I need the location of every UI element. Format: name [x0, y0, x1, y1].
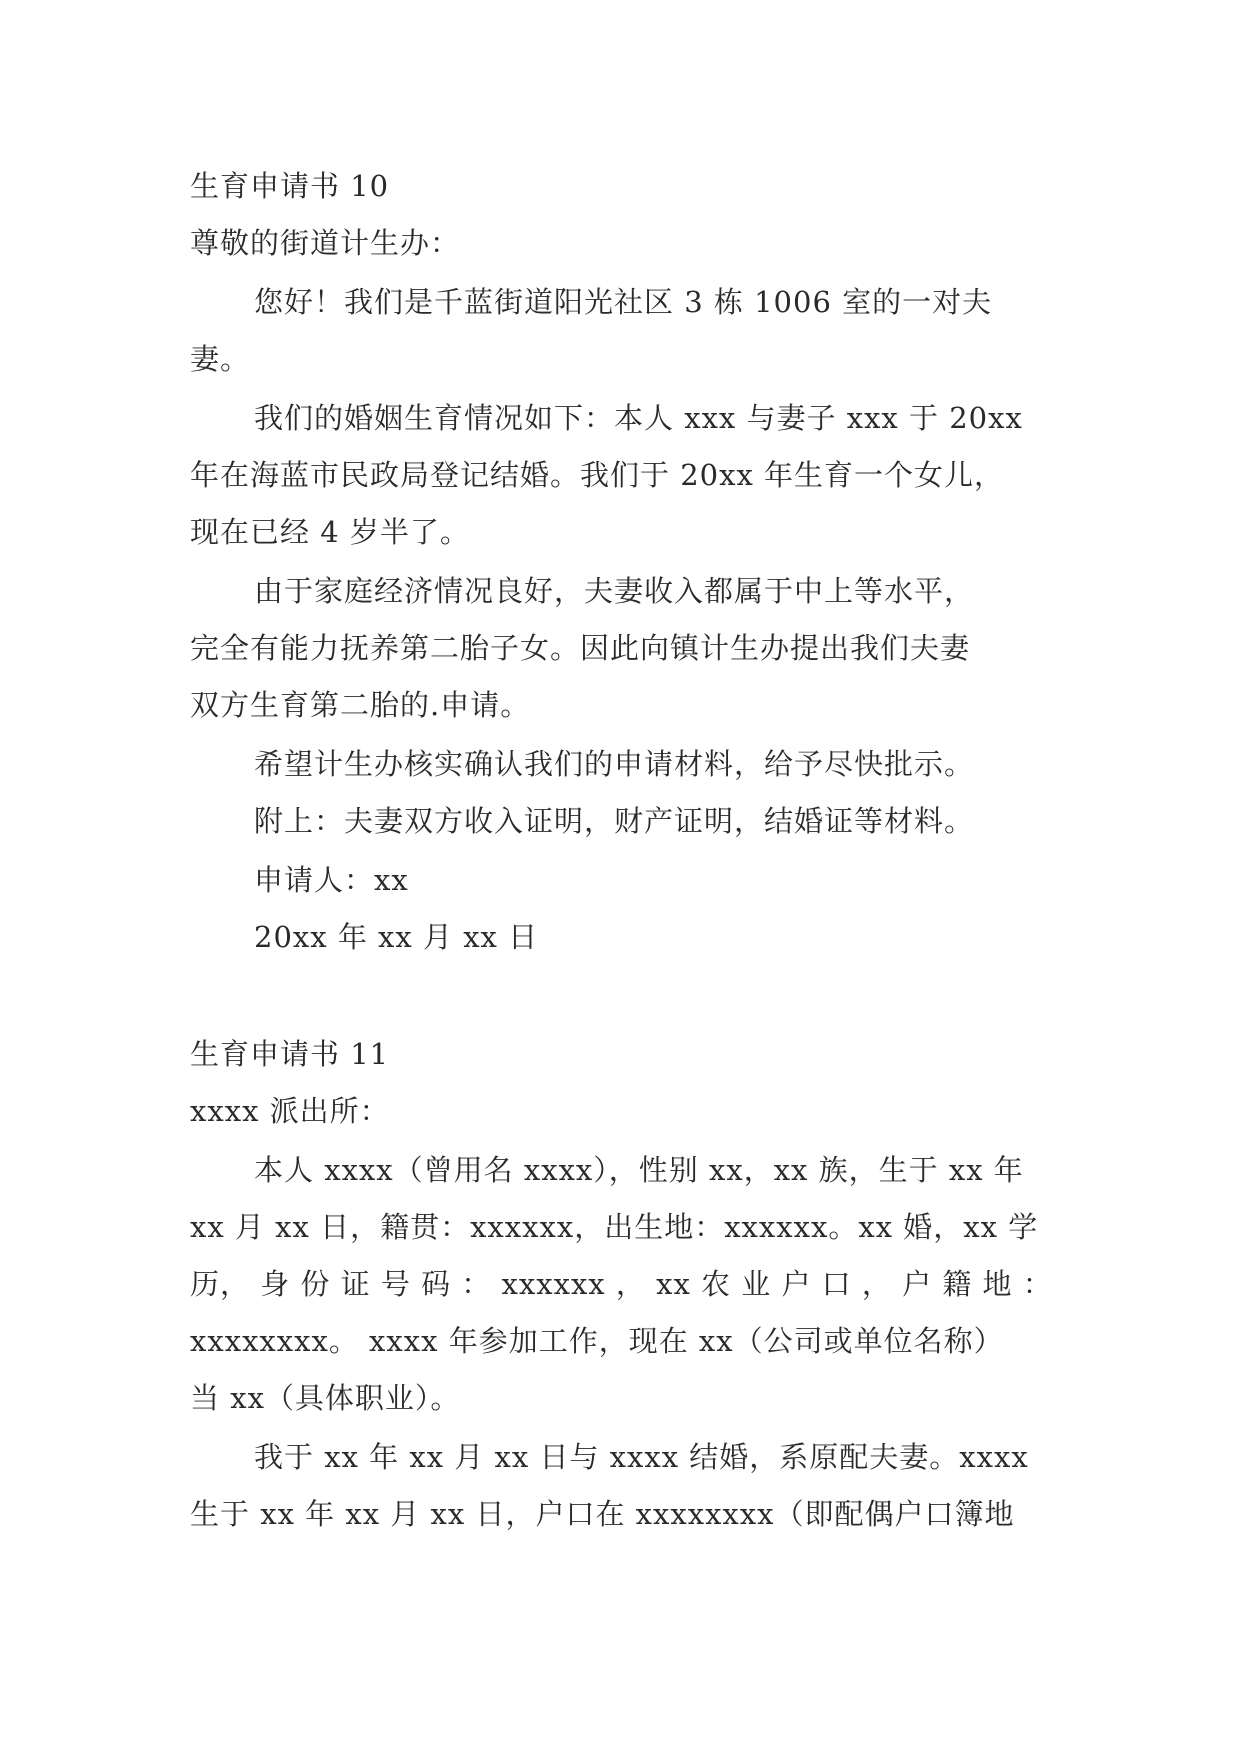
letter1-title: 生育申请书 10 — [190, 169, 390, 203]
letter1-p2-line1: 我们的婚姻生育情况如下：本人 xxx 与妻子 xxx 于 20xx — [254, 401, 1023, 435]
letter2-p1-line2: xx 月 xx 日，籍贯：xxxxxx，出生地：xxxxxx。xx 婚，xx 学 — [190, 1210, 1039, 1244]
letter2-p1-line5: 当 xx（具体职业）。 — [190, 1381, 461, 1415]
letter1-p3-line2: 完全有能力抚养第二胎子女。因此向镇计生办提出我们夫妻 — [190, 631, 971, 665]
letter1-p3-line3: 双方生育第二胎的.申请。 — [190, 688, 531, 722]
letter2-p1-line1: 本人 xxxx（曾用名 xxxx），性别 xx，xx 族，生于 xx 年 — [254, 1153, 1024, 1187]
letter1-p2-line3: 现在已经 4 岁半了。 — [190, 515, 470, 549]
letter1-p3-line1: 由于家庭经济情况良好，夫妻收入都属于中上等水平， — [254, 574, 975, 608]
letter1-p1-line2: 妻。 — [190, 342, 251, 376]
letter2-p2-line1: 我于 xx 年 xx 月 xx 日与 xxxx 结婚，系原配夫妻。xxxx — [254, 1440, 1029, 1474]
letter1-p4: 希望计生办核实确认我们的申请材料，给予尽快批示。 — [254, 747, 975, 781]
letter2-salutation: xxxx 派出所： — [190, 1094, 390, 1128]
letter2-p2-line2: 生于 xx 年 xx 月 xx 日，户口在 xxxxxxxx（即配偶户口簿地 — [190, 1497, 1015, 1531]
letter2-title: 生育申请书 11 — [190, 1037, 390, 1071]
letter1-p1-line1: 您好！我们是千蓝街道阳光社区 3 栋 1006 室的一对夫 — [254, 285, 993, 319]
letter1-p2-line2: 年在海蓝市民政局登记结婚。我们于 20xx 年生育一个女儿， — [190, 458, 1005, 492]
letter1-salutation: 尊敬的街道计生办： — [190, 226, 461, 260]
letter2-p1-line3: 历， 身 份 证 号 码 ： xxxxxx ， xx 农 业 户 口 ， 户 籍 地 ： — [190, 1267, 1053, 1301]
letter1-applicant: 申请人：xx — [254, 863, 409, 897]
letter1-p5: 附上：夫妻双方收入证明，财产证明，结婚证等材料。 — [254, 804, 975, 838]
letter1-date: 20xx 年 xx 月 xx 日 — [254, 920, 539, 954]
letter2-p1-line4: xxxxxxxx。 xxxx 年参加工作，现在 xx（公司或单位名称） — [190, 1324, 1004, 1358]
